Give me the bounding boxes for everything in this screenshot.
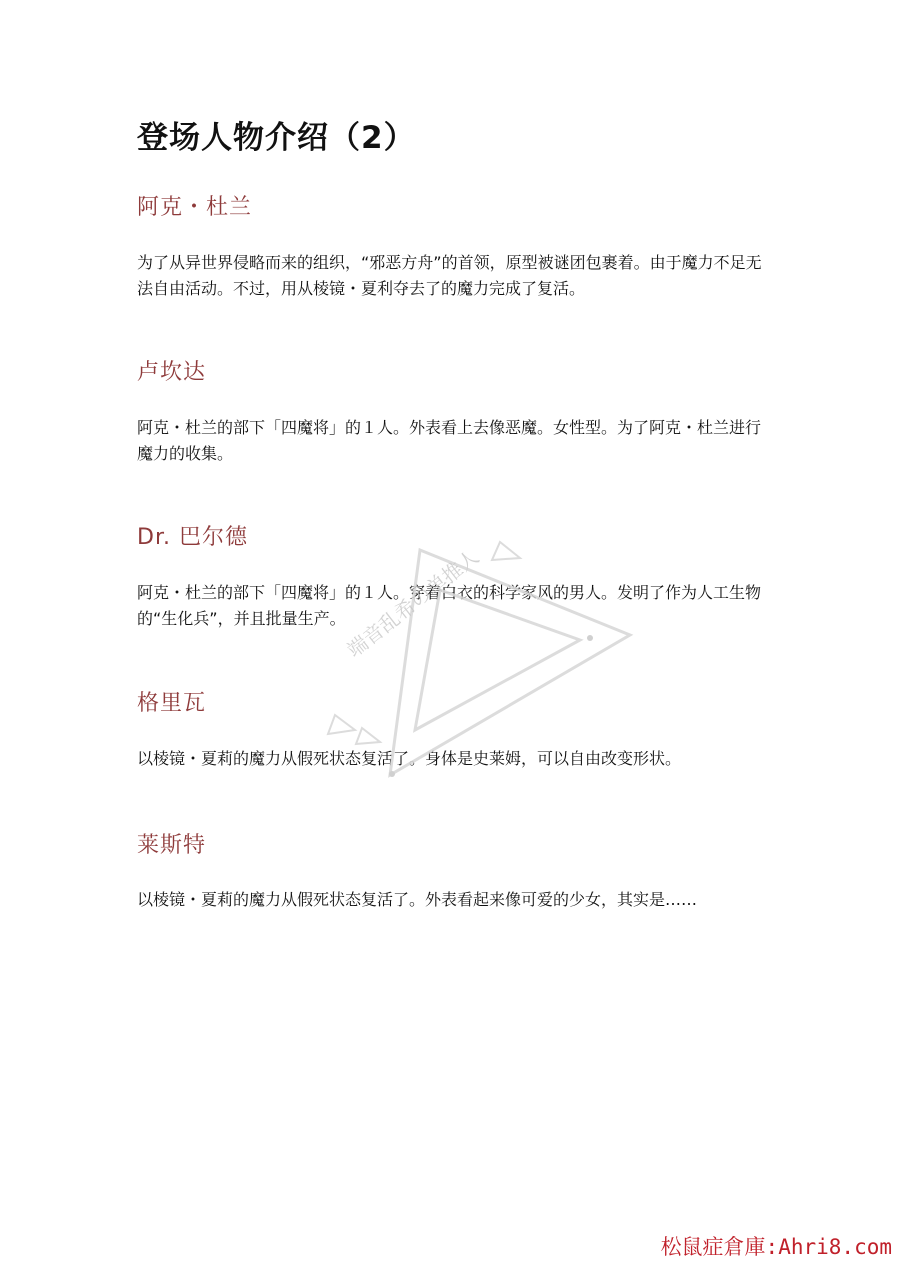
watermark-triangle-small-left2	[356, 728, 380, 744]
watermark-dot-1	[587, 635, 593, 641]
watermark-text: 端音乱希の单推人	[342, 544, 484, 663]
character-name-ark-duran: 阿克・杜兰	[137, 195, 253, 220]
watermark-triangle-small-left	[328, 715, 355, 734]
character-description-griva: 以棱镜・夏莉的魔力从假死状态复活了。身体是史莱姆，可以自由改变形状。	[137, 749, 682, 768]
character-description-lester: 以棱镜・夏莉的魔力从假死状态复活了。外表看起来像可爱的少女，其实是……	[137, 890, 698, 909]
character-name-lester: 莱斯特	[137, 833, 207, 858]
page-title: 登场人物介绍（2）	[137, 120, 416, 156]
character-name-lucanda: 卢坎达	[137, 360, 207, 385]
character-description-ark-duran: 为了从异世界侵略而来的组织，“邪恶方舟”的首领，原型被谜团包裹着。由于魔力不足无法自由活动。不过，用从棱镜・夏利夺去了的魔力完成了复活。	[137, 253, 762, 298]
character-name-dr-balde: Dr. 巴尔德	[137, 525, 248, 550]
character-description-dr-balde: 阿克・杜兰的部下「四魔将」的１人。穿着白衣的科学家风的男人。发明了作为人工生物的“生化兵”，并且批量生产。	[137, 583, 762, 628]
character-name-griva: 格里瓦	[137, 691, 207, 716]
footer-site-label[interactable]: 松鼠症倉庫:Ahri8.com	[660, 1235, 892, 1259]
character-description-lucanda: 阿克・杜兰的部下「四魔将」的１人。外表看上去像恶魔。女性型。为了阿克・杜兰进行魔力的收集。	[137, 418, 762, 463]
watermark-triangle-small-top	[492, 542, 520, 560]
